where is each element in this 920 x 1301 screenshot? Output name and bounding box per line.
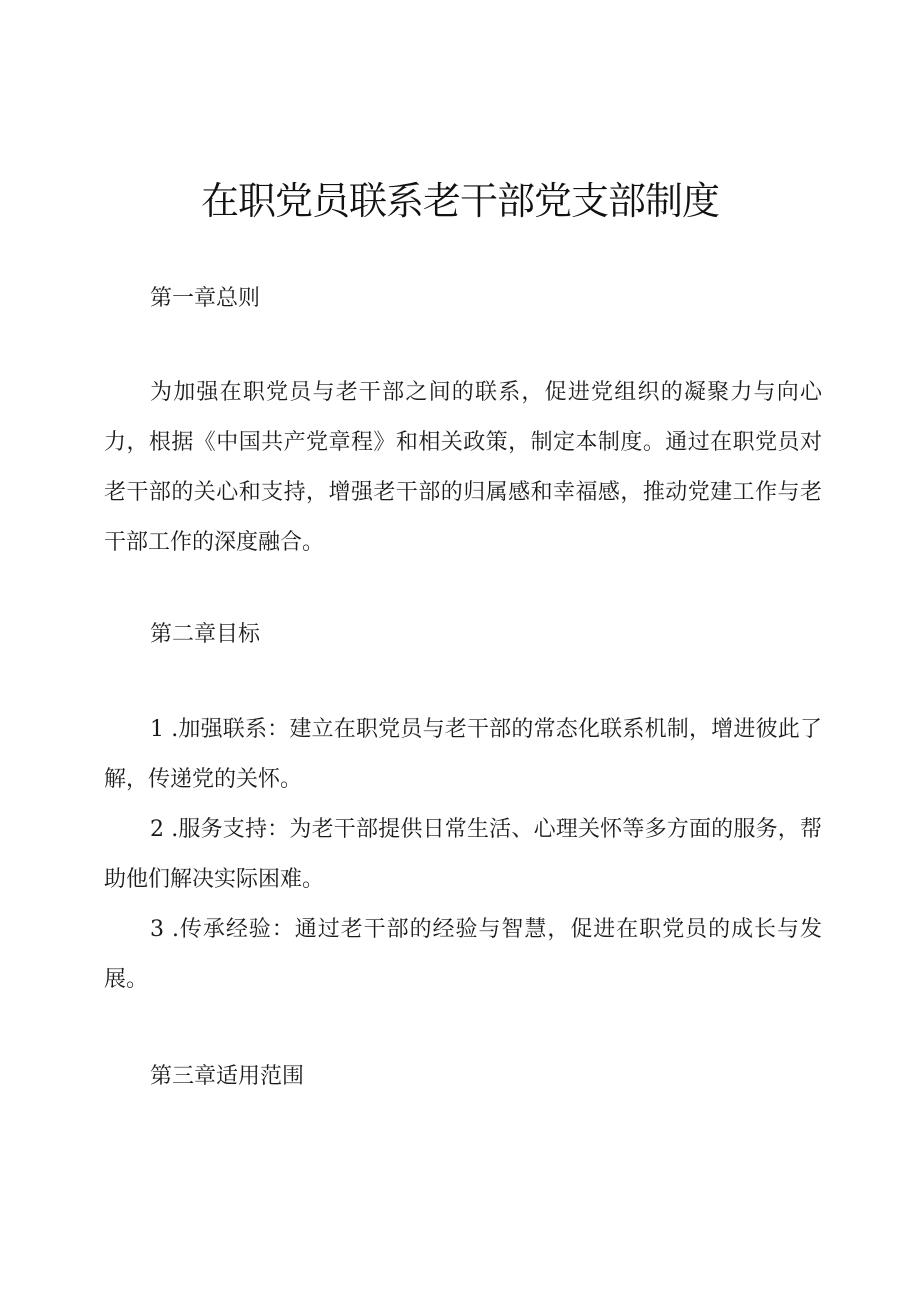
goal-item-3: 3 .传承经验：通过老干部的经验与智慧，促进在职党员的成长与发展。 <box>104 917 822 992</box>
goal-item-1: 1 .加强联系：建立在职党员与老干部的常态化联系机制，增进彼此了解，传递党的关怀。 <box>104 717 822 792</box>
goal-item-2: 2 .服务支持：为老干部提供日常生活、心理关怀等多方面的服务，帮助他们解决实际困难。 <box>104 817 822 892</box>
chapter-1-heading: 第一章总则 <box>150 286 261 311</box>
chapter-1-paragraph: 为加强在职党员与老干部之间的联系，促进党组织的凝聚力与向心力，根据《中国共产党章程》和相关政策，制定本制度。通过在职党员对老干部的关心和支持，增强老干部的归属感和幸福感，推动党建工作与老干部工作的深度融合。 <box>104 380 822 555</box>
document-title: 在职党员联系老干部党支部制度 <box>200 179 719 223</box>
chapter-3-heading: 第三章适用范围 <box>150 1064 305 1089</box>
chapter-2-heading: 第二章目标 <box>150 622 261 647</box>
